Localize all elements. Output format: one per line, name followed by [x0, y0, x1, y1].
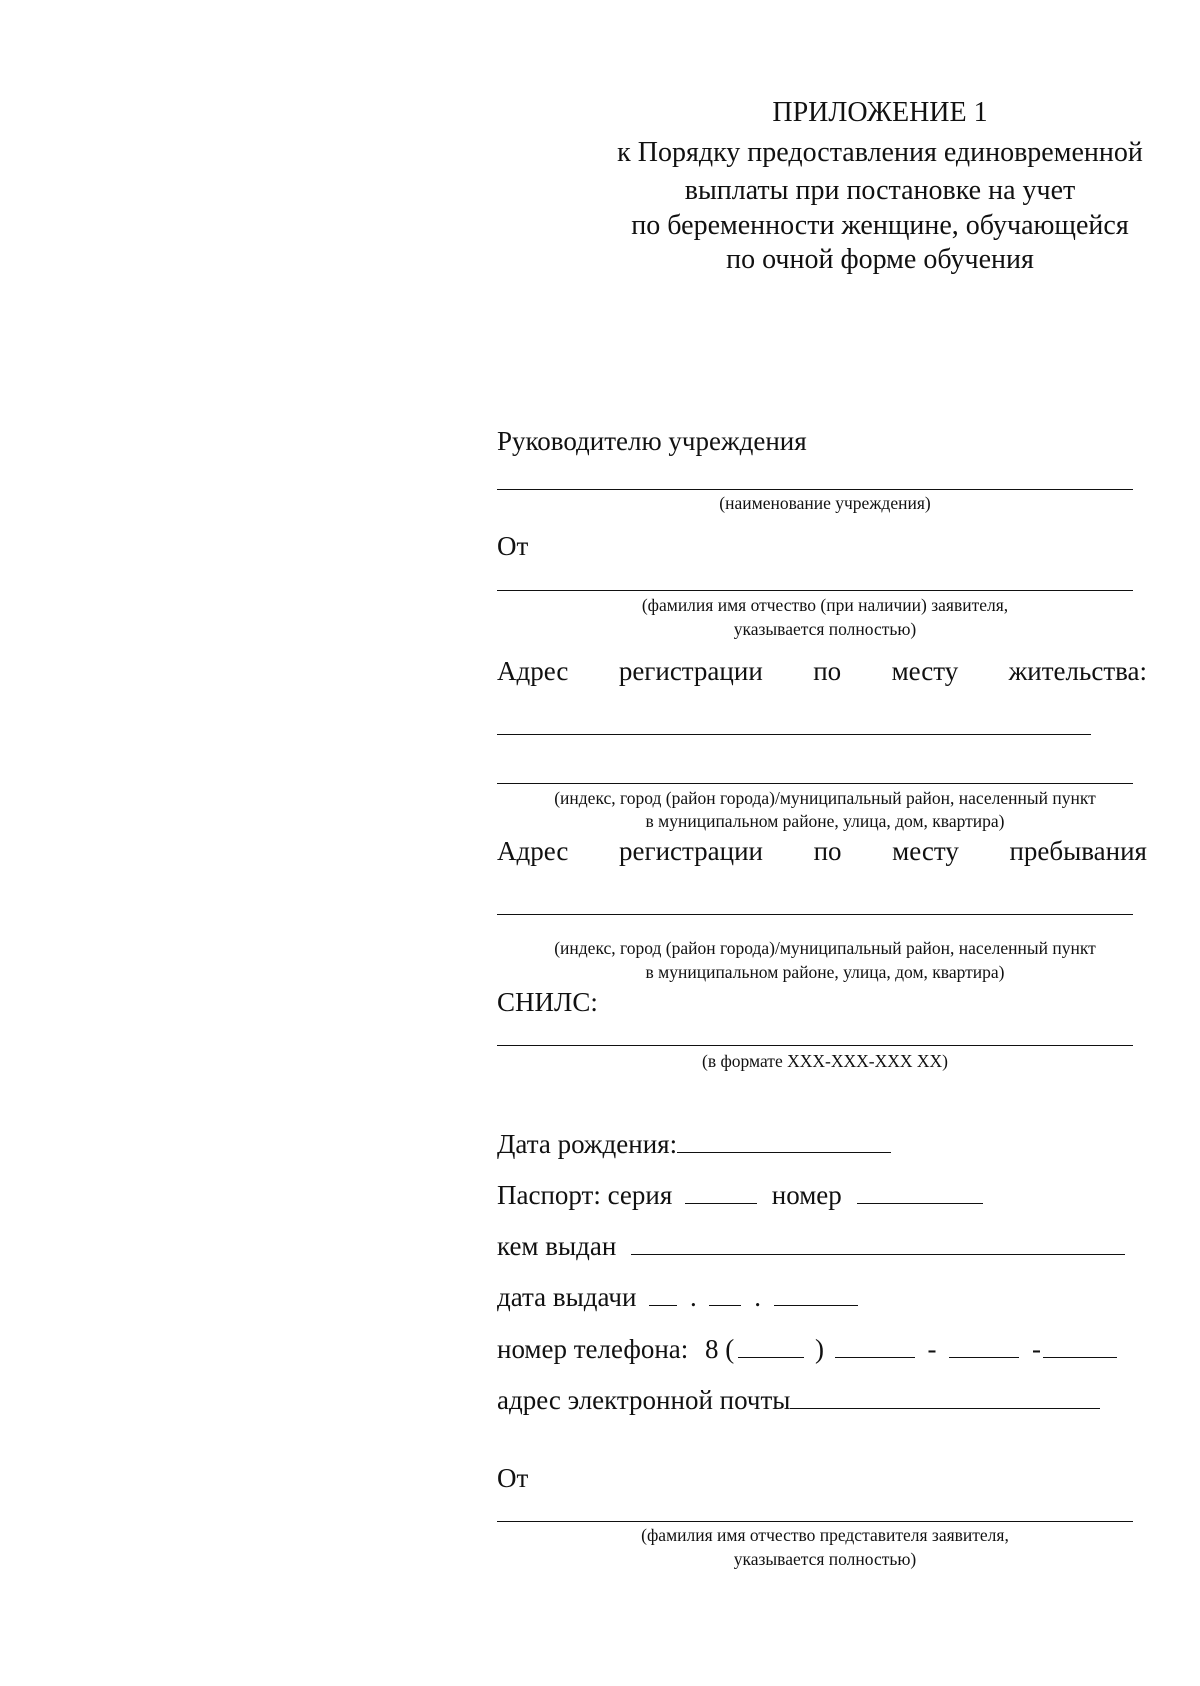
issue-day-field[interactable] [649, 1279, 677, 1306]
residence-hint-1: (индекс, город (район города)/муниципальный район, населенный пункт [554, 788, 1096, 808]
stay-word-4: месту [892, 836, 959, 866]
stay-hint-2: в муниципальном районе, улица, дом, квартира) [645, 962, 1005, 982]
header-line-3: по беременности женщине, обучающейся [631, 210, 1129, 241]
snils-hint: (в формате XXX-XXX-XXX XX) [702, 1051, 948, 1071]
issued-by-field[interactable] [631, 1228, 1125, 1255]
phone-code-field[interactable] [738, 1331, 804, 1358]
issued-by-label: кем выдан [497, 1231, 617, 1261]
phone-part-2-field[interactable] [949, 1331, 1019, 1358]
applicant-hint-1: (фамилия имя отчество (при наличии) заявителя, [641, 595, 1009, 615]
stay-address-label [497, 836, 1147, 867]
stay-word-3: по [813, 836, 842, 866]
issue-month-field[interactable] [709, 1279, 741, 1306]
email-field[interactable] [790, 1382, 1100, 1409]
residence-word-2: регистрации [618, 656, 763, 686]
phone-label: номер телефона: [497, 1334, 689, 1364]
stay-word-5: пребывания [1009, 836, 1147, 866]
phone-dash-2: - [1032, 1334, 1042, 1364]
residence-word-1: Адрес [497, 656, 569, 686]
phone-prefix: 8 ( [705, 1334, 735, 1364]
representative-hint-1: (фамилия имя отчество представителя заявителя, [641, 1525, 1009, 1545]
institution-hint: (наименование учреждения) [719, 493, 931, 513]
phone-close-paren: ) [815, 1334, 825, 1364]
header-line-2: выплаты при постановке на учет [684, 175, 1076, 206]
header-line-4: по очной форме обучения [726, 244, 1034, 275]
residence-word-5: жительства: [1008, 656, 1147, 686]
stay-address-field[interactable] [497, 914, 1133, 915]
addressee-label: Руководителю учреждения [497, 426, 807, 456]
snils-label: СНИЛС: [497, 987, 598, 1017]
representative-name-field[interactable] [497, 1521, 1133, 1522]
institution-name-field[interactable] [497, 489, 1133, 490]
phone-row [497, 1331, 1117, 1365]
issue-date-row [497, 1279, 858, 1313]
applicant-name-field[interactable] [497, 590, 1133, 591]
stay-word-1: Адрес [497, 836, 569, 866]
issued-by-row [497, 1228, 1125, 1262]
passport-series-label: Паспорт: серия [497, 1180, 673, 1210]
residence-word-3: по [813, 656, 842, 686]
appendix-title: ПРИЛОЖЕНИЕ 1 [772, 97, 988, 128]
passport-number-field[interactable] [857, 1177, 983, 1204]
phone-part-3-field[interactable] [1043, 1331, 1117, 1358]
passport-row [497, 1177, 983, 1211]
from-label: От [497, 531, 529, 561]
passport-series-field[interactable] [685, 1177, 757, 1204]
passport-number-label: номер [771, 1180, 842, 1210]
residence-address-label [497, 656, 1147, 687]
birth-date-field[interactable] [677, 1126, 891, 1153]
representative-from-label: От [497, 1463, 529, 1493]
residence-word-4: месту [891, 656, 959, 686]
issue-date-label: дата выдачи [497, 1282, 637, 1312]
header-line-1: к Порядку предоставления единовременной [617, 137, 1143, 168]
phone-dash-1: - [927, 1334, 937, 1364]
snils-field[interactable] [497, 1045, 1133, 1046]
residence-hint-2: в муниципальном районе, улица, дом, квартира) [645, 811, 1005, 831]
representative-hint-2: указывается полностью) [733, 1549, 917, 1569]
residence-address-field-1[interactable] [497, 734, 1091, 735]
stay-word-2: регистрации [619, 836, 763, 866]
applicant-hint-2: указывается полностью) [733, 619, 917, 639]
residence-address-field-2[interactable] [497, 783, 1133, 784]
issue-date-dot-1: . [689, 1282, 697, 1312]
birth-date-row [497, 1126, 891, 1160]
issue-year-field[interactable] [774, 1279, 858, 1306]
birth-date-label: Дата рождения: [497, 1129, 678, 1159]
stay-hint-1: (индекс, город (район города)/муниципальный район, населенный пункт [554, 938, 1096, 958]
issue-date-dot-2: . [754, 1282, 761, 1312]
phone-part-1-field[interactable] [835, 1331, 915, 1358]
email-row [497, 1382, 1100, 1416]
email-label: адрес электронной почты [497, 1385, 791, 1415]
